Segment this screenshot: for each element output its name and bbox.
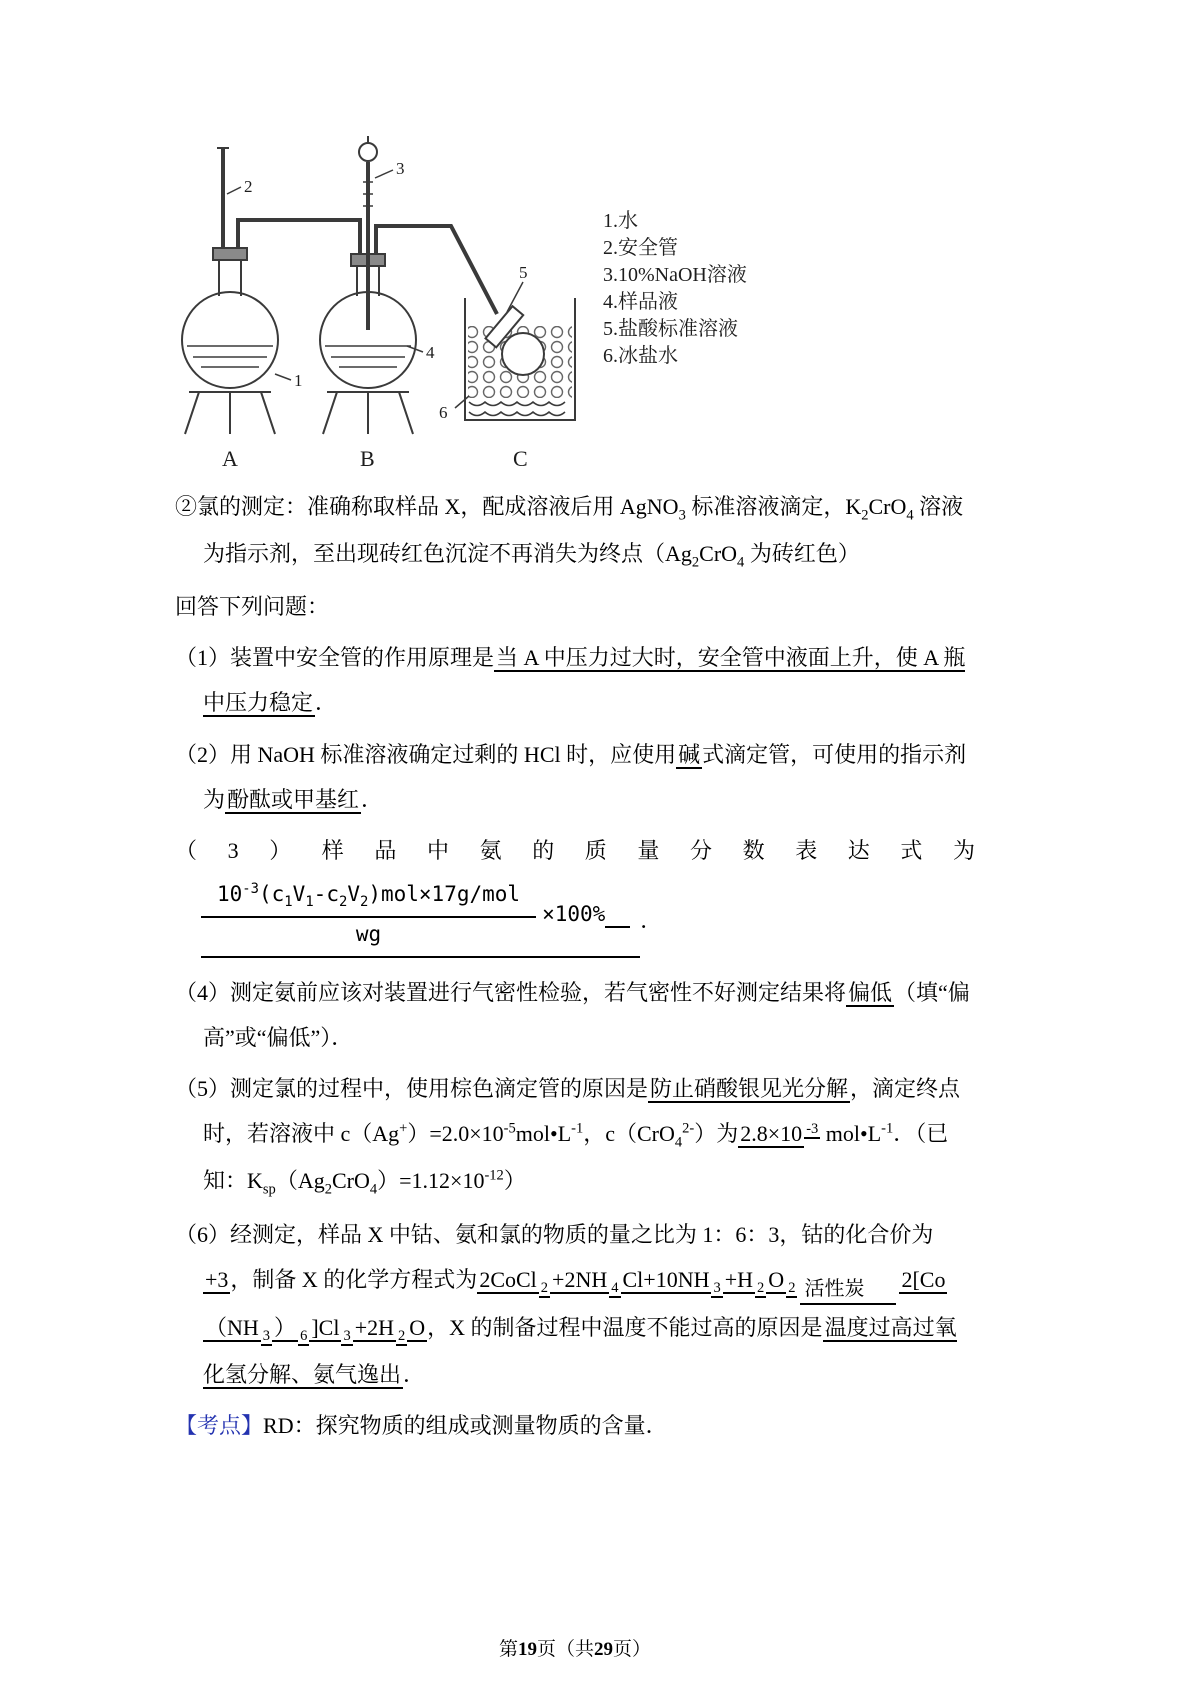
part-label-4: 4 [426,343,435,362]
fraction [201,881,536,946]
intro-paragraph: ②氯的测定：准确称取样品 X，配成溶液后用 AgNO$_3$ 标准溶液滴定，$K_2CrO_4$ 溶液为指示剂，至出现砖红色沉淀不再消失为终点（$Ag_2CrO_4$ 为砖红色） [175,494,964,571]
diagram-legend [603,208,747,370]
exam-point-line: 【考点】RD：探究物质的组成或测量物质的含量． [175,1412,668,1438]
apparatus-letter-a: A [222,446,238,471]
question-6-part1: （6）经测定，样品 X 中钴、氨和氯的物质的量之比为 1：6：3，钴的化合价为+3，制备 X 的化学方程式为2CoCl $_2$ +2NH $_4$ Cl+10NH $_3$ +H $_2$ O $_2$ [175,1221,934,1297]
formula-suffix: ×100% [542,898,630,928]
question-1: （1）装置中安全管的作用原理是当 A 中压力过大时，安全管中液面上升，使 A 瓶中压力稳定． [175,645,966,716]
reaction-condition-text: 活性炭 [804,1277,865,1300]
q3-answer-blank [201,881,640,958]
part-label-5: 5 [519,263,528,282]
part-label-6: 6 [439,403,448,422]
tripod-b [323,392,413,434]
answer-prompt: 回答下列问题： [175,594,330,620]
tube-a-to-b [238,220,360,262]
question-3-formula [201,881,975,958]
page-content [175,130,975,1454]
fraction-numerator: $10^{-3}(c_1V_1-c_2V_2)mol\times 17g$/mol [201,881,536,918]
question-5: （5）测定氯的过程中，使用棕色滴定管的原因是防止硝酸银见光分解，滴定终点时，若溶液中 $c(Ag^+)=2.0\times 10^{-5}mol•L^{-1}$，c（CrO$_4^{2-}$）为2.8×10 $^{-3}$ $mol•L^{-1}$．（已知：$K_{sp}(Ag_2CrO_4)=1.12\times 10^{-12}$） [175,1076,961,1198]
reaction-arrow-line [800,1303,896,1305]
part-label-1: 1 [294,371,303,390]
fraction-denominator: wg [355,922,382,947]
apparatus-figure [175,130,975,478]
legend-item-3: 3.10%NaOH溶液 [603,264,747,286]
legend-item-6: 6.冰盐水 [603,345,678,367]
apparatus-letter-c: C [513,446,528,471]
question-2: （2）用 NaOH 标准溶液确定过剩的 HCl 时，应使用碱式滴定管，可使用的指示剂为酚酞或甲基红． [175,741,967,812]
part-label-2: 2 [244,177,253,196]
legend-item-1: 1.水 [603,210,638,232]
part-label-3: 3 [396,159,405,178]
page-footer: 第19页（共29页） [498,1639,652,1660]
formula-period: ． [640,907,663,933]
question-6-part2: 2[Co（NH $_3$ ） $_6$ ]Cl $_3$ +2H $_2$ O，X 的制备过程中温度不能过高的原因是温度过高过氧化氢分解、氨气逸出． [203,1266,957,1387]
legend-item-2: 2.安全管 [603,237,678,259]
legend-item-4: 4.样品液 [603,291,678,313]
question-4: （4）测定氨前应该对装置进行气密性检验，若气密性不好测定结果将偏低（填“偏高”或“偏低”）． [175,980,970,1051]
reaction-condition [800,1277,896,1305]
flask-a [182,258,278,388]
legend-item-5: 5.盐酸标准溶液 [603,318,738,340]
question-3-label: （3）样品中氨的质量分数表达式为 [175,837,975,863]
stopper-a [213,248,247,260]
apparatus-letter-b: B [360,446,375,471]
tripod-a [185,392,275,434]
question-6 [175,1212,975,1397]
